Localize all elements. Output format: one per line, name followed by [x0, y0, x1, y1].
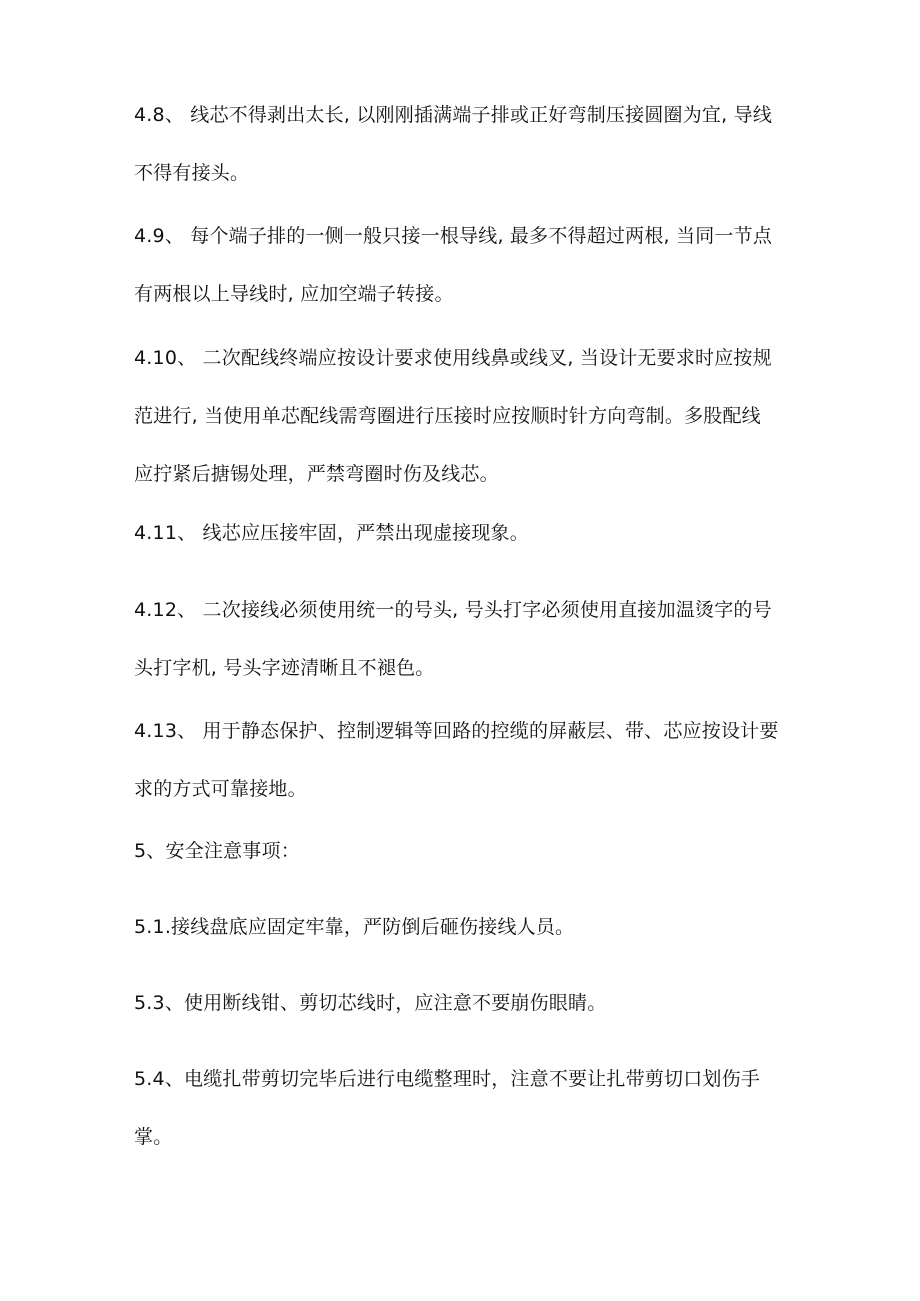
paragraph-line: 5.4、电缆扎带剪切完毕后进行电缆整理时，注意不要让扎带剪切口划伤手 [134, 1068, 761, 1090]
paragraph-line: 范进行, 当使用单芯配线需弯圈进行压接时应按顺时针方向弯制。多股配线 [134, 405, 761, 427]
paragraph-5-1 [134, 898, 799, 956]
paragraph-4-10 [134, 329, 799, 503]
paragraph-line: 不得有接头。 [134, 162, 250, 184]
paragraph-line: 4.8、 线芯不得剥出太长, 以刚刚插满端子排或正好弯制压接圆圈为宜, 导线 [134, 104, 773, 126]
paragraph-line: 4.13、 用于静态保护、控制逻辑等回路的控缆的屏蔽层、带、芯应按设计要 [134, 720, 779, 742]
heading-line: 5、安全注意事项： [134, 840, 300, 862]
paragraph-line: 5.3、使用断线钳、剪切芯线时，应注意不要崩伤眼睛。 [134, 992, 607, 1014]
paragraph-4-12 [134, 581, 799, 697]
paragraph-line: 掌。 [134, 1126, 173, 1148]
paragraph-4-11 [134, 504, 799, 562]
paragraph-line: 求的方式可靠接地。 [134, 778, 307, 800]
paragraph-4-9 [134, 207, 799, 323]
paragraph-5-3 [134, 974, 799, 1032]
paragraph-4-8 [134, 86, 799, 202]
paragraph-line: 4.10、 二次配线终端应按设计要求使用线鼻或线叉, 当设计无要求时应按规 [134, 347, 772, 369]
paragraph-5-4 [134, 1050, 799, 1166]
paragraph-line: 有两根以上导线时, 应加空端子转接。 [134, 283, 454, 305]
paragraph-line: 应拧紧后搪锡处理，严禁弯圈时伤及线芯。 [134, 463, 499, 485]
paragraph-line: 头打字机, 号头字迹清晰且不褪色。 [134, 657, 435, 679]
paragraph-4-13 [134, 702, 799, 818]
section-heading-safety [134, 822, 799, 880]
paragraph-line: 4.11、 线芯应压接牢固，严禁出现虚接现象。 [134, 522, 529, 544]
paragraph-line: 4.9、 每个端子排的一侧一般只接一根导线, 最多不得超过两根, 当同一节点 [134, 225, 773, 247]
paragraph-line: 5.1.接线盘底应固定牢靠，严防倒后砸伤接线人员。 [134, 916, 575, 938]
paragraph-line: 4.12、 二次接线必须使用统一的号头, 号头打字必须使用直接加温烫字的号 [134, 599, 772, 621]
